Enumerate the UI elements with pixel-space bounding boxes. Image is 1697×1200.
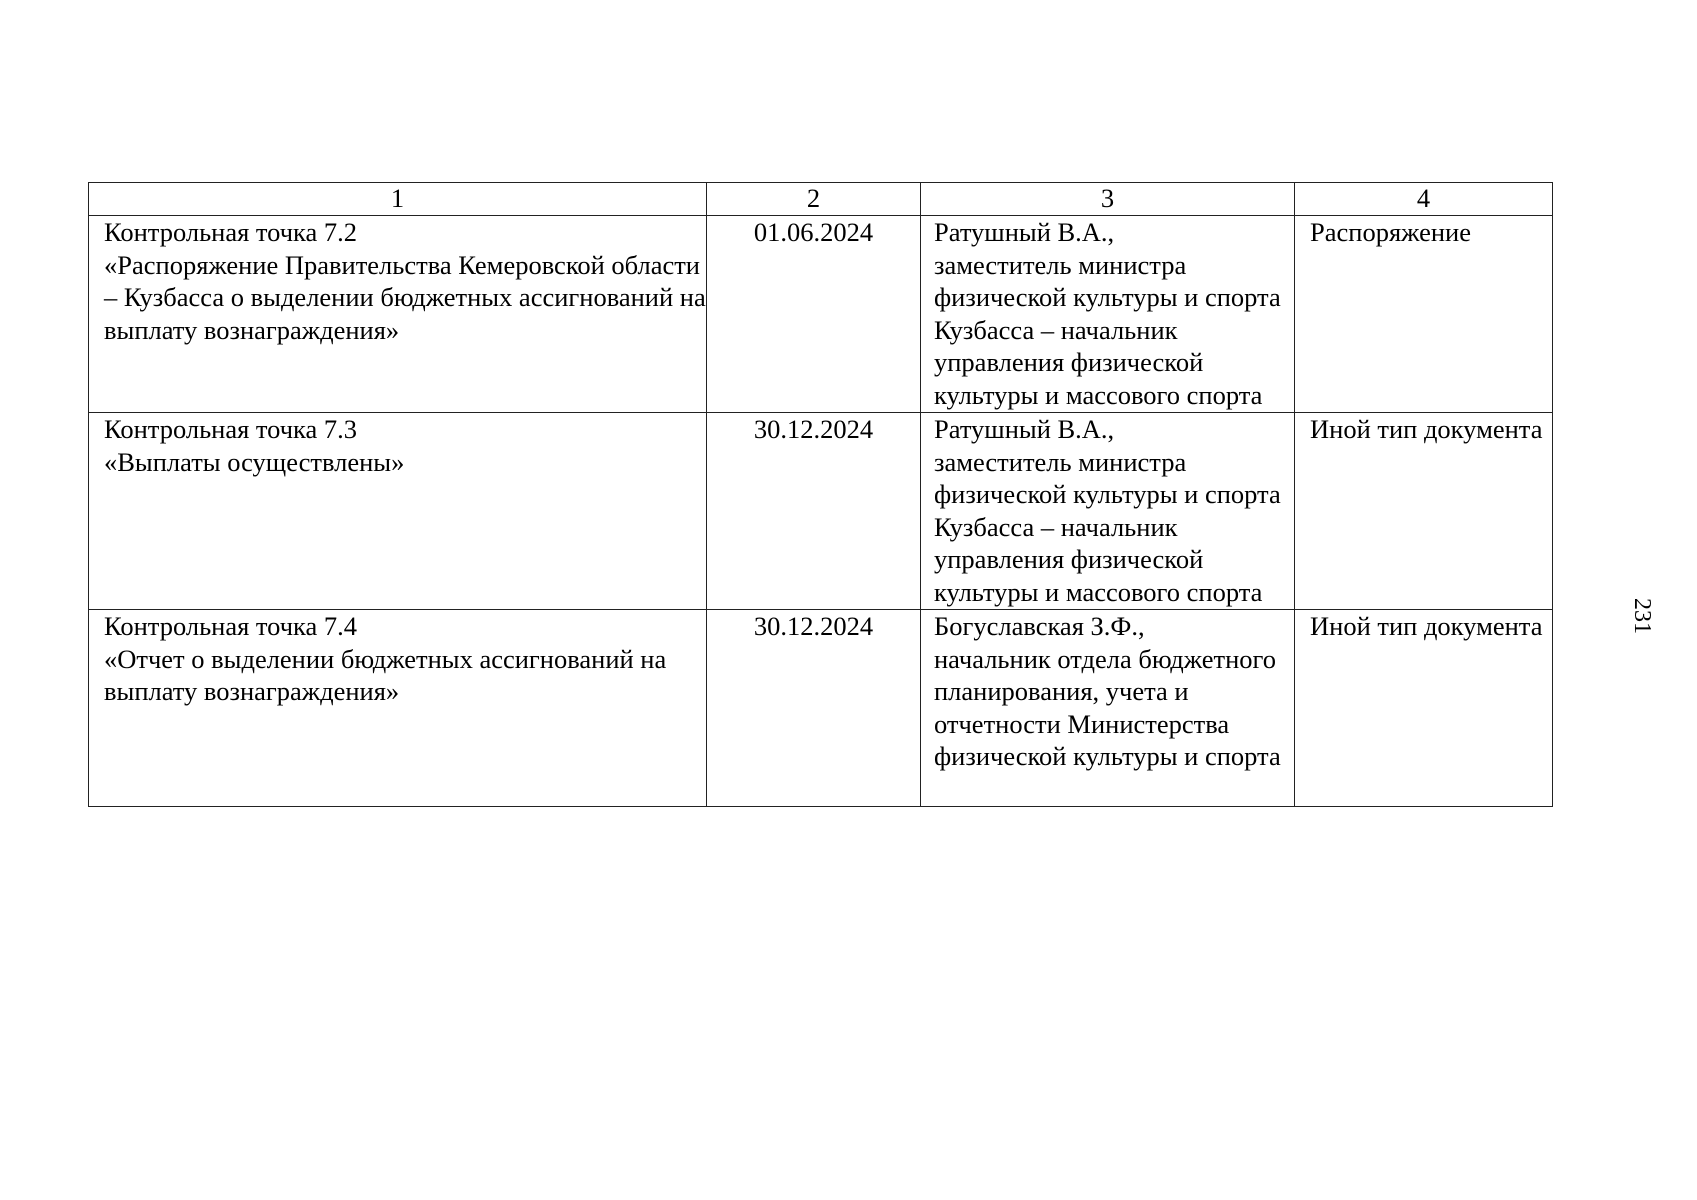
document-type-cell: Распоряжение [1295,216,1553,413]
date-cell: 30.12.2024 [707,413,921,610]
page-number: 231 [1629,598,1655,634]
table-row [89,610,1553,807]
checkpoint-cell: Контрольная точка 7.4 «Отчет о выделении бюджетных ассигнований на выплату вознаграждения» [89,610,707,807]
table-row [89,413,1553,610]
checkpoint-cell: Контрольная точка 7.3 «Выплаты осуществлены» [89,413,707,610]
checkpoint-cell: Контрольная точка 7.2 «Распоряжение Правительства Кемеровской области – Кузбасса о выделении бюджетных ассигнований на выплату вознаграждения» [89,216,707,413]
header-cell-1: 1 [89,183,707,216]
header-cell-4: 4 [1295,183,1553,216]
header-cell-2: 2 [707,183,921,216]
document-type-cell: Иной тип документа [1295,610,1553,807]
date-cell: 01.06.2024 [707,216,921,413]
date-cell: 30.12.2024 [707,610,921,807]
responsible-cell: Ратушный В.А., заместитель министра физической культуры и спорта Кузбасса – начальник управления физической культуры и массового спорта [921,216,1295,413]
responsible-cell: Ратушный В.А., заместитель министра физической культуры и спорта Кузбасса – начальник управления физической культуры и массового спорта [921,413,1295,610]
header-cell-3: 3 [921,183,1295,216]
responsible-cell: Богуславская З.Ф., начальник отдела бюджетного планирования, учета и отчетности Министерства физической культуры и спорта [921,610,1295,807]
table-row [89,216,1553,413]
checkpoint-table [88,182,1553,807]
table-header-row [89,183,1553,216]
document-type-cell: Иной тип документа [1295,413,1553,610]
